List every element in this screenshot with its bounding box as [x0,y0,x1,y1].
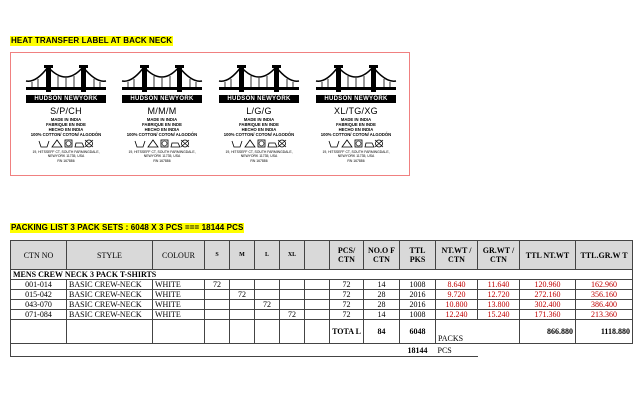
made-in-line-2: FABRIQUE EN INDE [239,122,279,127]
cell-ctn: 015-042 [11,290,67,300]
cell-s: 72 [205,280,230,290]
total-gr-wt: 1118.880 [576,320,633,344]
cell-colour: WHITE [153,300,205,310]
cell-nt-wt: 10.800 [436,300,478,310]
grand-total-pcs: 18144 [400,344,436,357]
fiber-content: 100% COTTON/ COTON/ ALGODÓN [126,132,198,137]
cell-gr-wt: 11.640 [478,280,520,290]
header-ctn-no: CTN NO [11,241,67,270]
table-header-row [11,241,633,270]
made-in-line-2: FABRIQUE EN INDE [142,122,182,127]
cell-nt-wt: 12.240 [436,310,478,320]
cell-xl: 72 [280,310,305,320]
cell-ttl-nt-wt: 120.960 [520,280,576,290]
cell-style: BASIC CREW-NECK [67,280,153,290]
cell-ttl-gr-wt: 356.160 [576,290,633,300]
grand-total-unit: PCS [436,344,478,357]
cell-empty [305,320,330,344]
care-symbols-icon [134,139,190,148]
label-section-title: HEAT TRANSFER LABEL AT BACK NECK [11,36,173,45]
cell-l [255,290,280,300]
made-in-line-3: HECHO EN INDIA [144,127,180,132]
cell-gr-wt: 12.720 [478,290,520,300]
cell-m: 72 [230,290,255,300]
cell-empty [255,320,280,344]
label-artwork-box [10,52,410,176]
cell-empty [205,320,230,344]
header-size-s: S [205,241,230,270]
cell-s [205,310,230,320]
brand-name: HUDSON NEWYORK [26,95,106,103]
address-line-2: NEWYORK 11735, USA [240,154,278,159]
packing-list-table [10,240,633,357]
cell-style: BASIC CREW-NECK [67,310,153,320]
header-size-m: M [230,241,255,270]
cell-xl [280,300,305,310]
made-in-line-2: FABRIQUE EN INDE [336,122,376,127]
cell-empty [305,290,330,300]
cell-ctn: 071-084 [11,310,67,320]
bridge-logo-icon [217,61,301,95]
cell-l [255,310,280,320]
cell-no-ctn: 14 [364,280,400,290]
cell-pcs: 72 [330,280,364,290]
cell-m [230,310,255,320]
address-line-2: NEWYORK 11735, USA [337,154,375,159]
cell-nt-wt: 8.640 [436,280,478,290]
table-row [11,310,633,320]
cell-s [205,300,230,310]
cell-no-ctn: 28 [364,290,400,300]
cell-empty [153,320,205,344]
address-line-1: 19, HITSSEFF CT, SOUTH FARMINGDALE, [225,150,293,154]
header-empty [305,241,330,270]
bridge-logo-icon [24,61,108,95]
size-label-l [214,61,304,173]
cell-ctn: 043-070 [11,300,67,310]
cell-colour: WHITE [153,290,205,300]
cell-ttl-gr-wt: 162.960 [576,280,633,290]
cell-style: BASIC CREW-NECK [67,290,153,300]
cell-pcs: 72 [330,300,364,310]
address-line-3: RN 167886 [153,158,171,163]
size-label-m [117,61,207,173]
cell-pks: 1008 [400,280,436,290]
cell-xl [280,280,305,290]
fiber-content: 100% COTTON/ COTON/ ALGODÓN [320,132,392,137]
address-line-2: NEWYORK 11735, USA [143,154,181,159]
cell-ctn: 001-014 [11,280,67,290]
cell-pks: 2016 [400,300,436,310]
address-line-3: RN 167886 [347,158,365,163]
total-label: TOTA L [330,320,364,344]
cell-m [230,280,255,290]
total-pks: 6048 [400,320,436,344]
brand-name: HUDSON NEWYORK [316,95,396,103]
header-ttl-gr-wt: TTL.GR.W T [576,241,633,270]
made-in-line-1: MADE IN INDIA [340,117,372,122]
cell-empty [67,320,153,344]
made-in-line-2: FABRIQUE EN INDE [46,122,86,127]
cell-colour: WHITE [153,280,205,290]
cell-ttl-nt-wt: 171.360 [520,310,576,320]
made-in-line-1: MADE IN INDIA [146,117,178,122]
cell-empty [305,310,330,320]
cell-no-ctn: 14 [364,310,400,320]
total-ctns: 84 [364,320,400,344]
fiber-content: 100% COTTON/ COTON/ ALGODÓN [30,132,102,137]
care-symbols-icon [231,139,287,148]
size-text: L/G/G [246,106,272,116]
made-in-line-3: HECHO EN INDIA [338,127,374,132]
care-symbols-icon [38,139,94,148]
size-text: XL/TG/XG [334,106,378,116]
address-line-3: RN 167886 [57,158,75,163]
header-ttl-nt-wt: TTL NT.WT [520,241,576,270]
bridge-logo-icon [120,61,204,95]
table-row [11,300,633,310]
address-line-1: 19, HITSSEFF CT, SOUTH FARMINGDALE, [128,150,196,154]
cell-empty [305,280,330,290]
fiber-content: 100% COTTON/ COTON/ ALGODÓN [223,132,295,137]
care-symbols-icon [328,139,384,148]
total-unit: PACKS [436,320,520,344]
cell-ttl-gr-wt: 213.360 [576,310,633,320]
made-in-line-1: MADE IN INDIA [243,117,275,122]
made-in-line-3: HECHO EN INDIA [241,127,277,132]
cell-gr-wt: 15.240 [478,310,520,320]
cell-m [230,300,255,310]
total-row [11,320,633,344]
header-size-xl: XL [280,241,305,270]
cell-s [205,290,230,300]
cell-no-ctn: 28 [364,300,400,310]
cell-style: BASIC CREW-NECK [67,300,153,310]
address-line-1: 19, HITSSEFF CT, SOUTH FARMINGDALE, [32,150,100,154]
brand-name: HUDSON NEWYORK [219,95,299,103]
cell-ttl-gr-wt: 386.400 [576,300,633,310]
cell-nt-wt: 9.720 [436,290,478,300]
header-no-of-ctn: NO.O F CTN [364,241,400,270]
cell-gr-wt: 13.800 [478,300,520,310]
cell-pks: 2016 [400,290,436,300]
cell-empty [11,320,67,344]
section-label: MENS CREW NECK 3 PACK T-SHIRTS [11,270,633,280]
cell-empty [11,344,400,357]
address-line-1: 19, HITSSEFF CT, SOUTH FARMINGDALE, [322,150,390,154]
cell-pks: 1008 [400,310,436,320]
cell-l [255,280,280,290]
cell-empty [280,320,305,344]
address-line-3: RN 167886 [250,158,268,163]
table-row [11,280,633,290]
header-style: STYLE [67,241,153,270]
size-label-s [21,61,111,173]
cell-xl [280,290,305,300]
made-in-line-3: HECHO EN INDIA [48,127,84,132]
brand-name: HUDSON NEWYORK [122,95,202,103]
bridge-logo-icon [314,61,398,95]
header-colour: COLOUR [153,241,205,270]
size-text: M/M/M [147,106,177,116]
size-label-xl [311,61,401,173]
header-size-l: L [255,241,280,270]
header-pcs-ctn: PCS/ CTN [330,241,364,270]
header-nt-wt-ctn: NT.WT / CTN [436,241,478,270]
table-row [11,290,633,300]
cell-pcs: 72 [330,310,364,320]
made-in-line-1: MADE IN INDIA [50,117,82,122]
cell-pcs: 72 [330,290,364,300]
cell-empty [305,300,330,310]
section-row [11,270,633,280]
cell-l: 72 [255,300,280,310]
header-ttl-pks: TTL PKS [400,241,436,270]
size-text: S/P/CH [50,106,82,116]
cell-colour: WHITE [153,310,205,320]
grand-total-row [11,344,633,357]
address-line-2: NEWYORK 11735, USA [47,154,85,159]
cell-empty [230,320,255,344]
header-gr-wt-ctn: GR.WT / CTN [478,241,520,270]
total-nt-wt: 866.880 [520,320,576,344]
packing-list-title: PACKING LIST 3 PACK SETS : 6048 X 3 PCS === 18144 PCS [11,223,244,232]
cell-ttl-nt-wt: 272.160 [520,290,576,300]
cell-empty [478,344,633,357]
cell-ttl-nt-wt: 302.400 [520,300,576,310]
